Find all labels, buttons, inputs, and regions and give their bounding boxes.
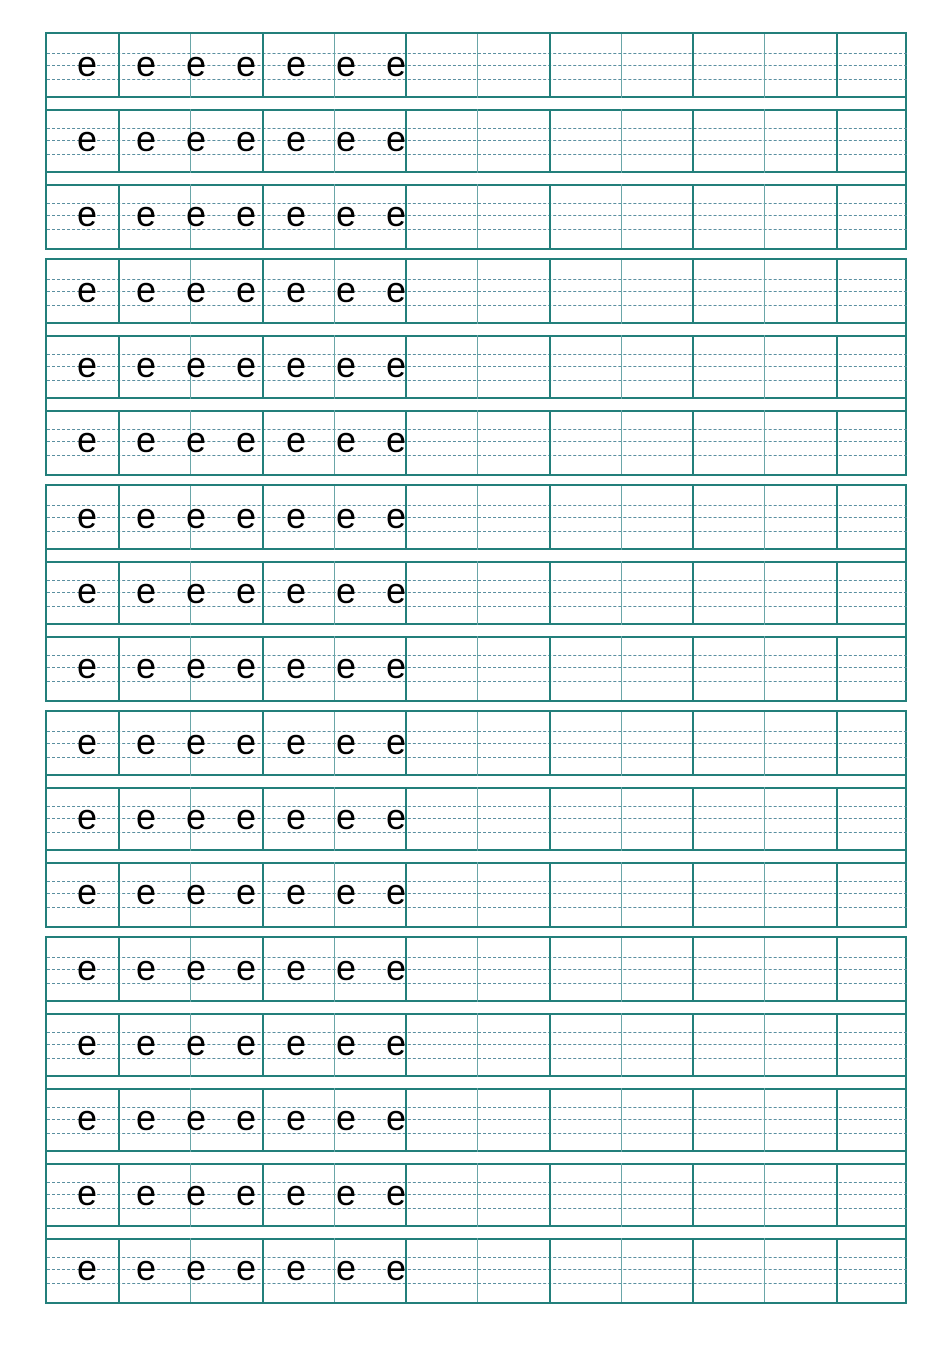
practice-letter: e [285,1247,307,1288]
practice-letter: e [76,1097,98,1138]
column-divider-thin [477,335,478,399]
practice-letter: e [235,118,257,159]
practice-letter: e [185,419,207,460]
practice-letter: e [76,871,98,912]
column-divider [549,938,551,1002]
column-divider [692,410,694,474]
column-divider-thin [621,486,622,550]
column-divider-thin [477,109,478,173]
practice-letter: e [335,1097,357,1138]
column-divider [549,1013,551,1077]
practice-letter: e [335,1247,357,1288]
column-divider-thin [477,1238,478,1302]
column-divider-thin [621,712,622,776]
practice-letter: e [76,645,98,686]
column-divider-thin [477,260,478,324]
column-divider [692,787,694,851]
practice-letter: e [285,1097,307,1138]
column-divider-thin [764,561,765,625]
column-divider-thin [764,1013,765,1077]
practice-letter: e [235,645,257,686]
practice-letter: e [135,570,157,611]
column-divider [692,938,694,1002]
practice-letter: e [335,1172,357,1213]
column-divider [118,862,120,926]
column-divider [549,486,551,550]
practice-row [47,938,907,1002]
practice-letter: e [335,721,357,762]
practice-letter: e [235,1247,257,1288]
practice-letter: e [285,947,307,988]
column-divider [118,787,120,851]
column-divider [118,561,120,625]
practice-row [47,787,907,851]
column-divider [118,636,120,700]
practice-letter: e [185,269,207,310]
column-divider [549,410,551,474]
column-divider [262,636,264,700]
column-divider [549,184,551,248]
practice-letter: e [135,118,157,159]
column-divider-thin [764,938,765,1002]
practice-row [47,34,907,98]
column-divider-thin [764,712,765,776]
practice-letter: e [285,495,307,536]
practice-letter: e [335,419,357,460]
practice-letter: e [385,721,407,762]
column-divider [549,1238,551,1302]
column-divider [692,561,694,625]
practice-letter: e [335,871,357,912]
column-divider [692,1238,694,1302]
column-divider-thin [477,862,478,926]
column-divider [692,1088,694,1152]
practice-letter: e [185,645,207,686]
column-divider [118,184,120,248]
column-divider [836,1088,838,1152]
practice-letter: e [135,344,157,385]
column-divider-thin [477,1088,478,1152]
practice-row [47,410,907,474]
column-divider [692,260,694,324]
column-divider [262,1163,264,1227]
column-divider-thin [764,109,765,173]
column-divider [836,1013,838,1077]
practice-letter: e [285,419,307,460]
column-divider [118,938,120,1002]
practice-letter: e [76,344,98,385]
practice-letter: e [285,570,307,611]
column-divider [836,410,838,474]
practice-letter: e [335,344,357,385]
column-divider-thin [621,938,622,1002]
practice-letter: e [185,344,207,385]
column-divider [836,1238,838,1302]
column-divider-thin [764,410,765,474]
column-divider [549,34,551,98]
practice-letter: e [335,1022,357,1063]
practice-letter: e [135,419,157,460]
column-divider-thin [764,1163,765,1227]
column-divider [549,1088,551,1152]
column-divider [262,787,264,851]
column-divider [262,184,264,248]
practice-letter: e [76,1172,98,1213]
column-divider [836,636,838,700]
column-divider [692,1163,694,1227]
practice-letter: e [385,570,407,611]
column-divider-thin [621,184,622,248]
practice-letter: e [285,344,307,385]
column-divider-thin [764,787,765,851]
column-divider-thin [477,712,478,776]
column-divider [118,1088,120,1152]
practice-letter: e [235,269,257,310]
practice-letter: e [285,193,307,234]
practice-letter: e [135,43,157,84]
column-divider-thin [764,184,765,248]
practice-row [47,1163,907,1227]
column-divider [692,486,694,550]
column-divider [692,109,694,173]
column-divider [692,34,694,98]
practice-letter: e [135,721,157,762]
practice-letter: e [185,43,207,84]
practice-letter: e [235,947,257,988]
column-divider-thin [621,787,622,851]
practice-letter: e [285,118,307,159]
practice-letter: e [335,269,357,310]
column-divider [262,1013,264,1077]
column-divider-thin [477,938,478,1002]
column-divider [836,260,838,324]
practice-letter: e [76,1247,98,1288]
column-divider-thin [477,1163,478,1227]
practice-letter: e [76,796,98,837]
practice-letter: e [235,1097,257,1138]
practice-letter: e [76,947,98,988]
column-divider-thin [477,636,478,700]
practice-letter: e [235,419,257,460]
practice-letter: e [135,796,157,837]
column-divider [549,636,551,700]
column-divider-thin [477,561,478,625]
column-divider [836,787,838,851]
column-divider [118,486,120,550]
practice-letter: e [185,1097,207,1138]
column-divider [118,712,120,776]
practice-letter: e [185,947,207,988]
column-divider [118,1238,120,1302]
practice-letter: e [235,721,257,762]
column-divider [836,1163,838,1227]
practice-letter: e [135,645,157,686]
column-divider [692,862,694,926]
practice-row [47,486,907,550]
practice-letter: e [185,1172,207,1213]
column-divider [262,1088,264,1152]
column-divider [836,486,838,550]
practice-letter: e [385,43,407,84]
practice-letter: e [76,269,98,310]
column-divider [692,184,694,248]
column-divider [549,260,551,324]
practice-letter: e [285,1172,307,1213]
column-divider [262,862,264,926]
practice-letter: e [235,1022,257,1063]
practice-row [47,1088,907,1152]
practice-letter: e [185,871,207,912]
practice-letter: e [76,570,98,611]
practice-letter: e [385,419,407,460]
practice-letter: e [235,344,257,385]
practice-letter: e [385,796,407,837]
column-divider-thin [621,862,622,926]
practice-row [47,561,907,625]
practice-row [47,636,907,700]
practice-letter: e [135,1172,157,1213]
practice-letter: e [285,1022,307,1063]
practice-letter: e [76,495,98,536]
column-divider [549,712,551,776]
practice-row [47,712,907,776]
practice-letter: e [385,495,407,536]
practice-letter: e [385,344,407,385]
practice-letter: e [76,419,98,460]
practice-letter: e [335,796,357,837]
practice-letter: e [285,269,307,310]
column-divider-thin [477,787,478,851]
practice-letter: e [235,871,257,912]
column-divider-thin [477,1013,478,1077]
column-divider-thin [764,335,765,399]
column-divider [118,109,120,173]
practice-letter: e [335,43,357,84]
practice-letter: e [285,43,307,84]
practice-letter: e [285,645,307,686]
practice-letter: e [185,193,207,234]
column-divider [262,260,264,324]
column-divider [692,335,694,399]
practice-letter: e [135,495,157,536]
practice-letter: e [335,495,357,536]
practice-letter: e [76,721,98,762]
column-divider [836,109,838,173]
practice-letter: e [385,193,407,234]
column-divider [692,1013,694,1077]
column-divider [836,862,838,926]
column-divider-thin [621,34,622,98]
practice-letter: e [185,118,207,159]
practice-letter: e [135,1022,157,1063]
practice-letter: e [385,1172,407,1213]
column-divider-thin [621,335,622,399]
column-divider [262,712,264,776]
practice-letter: e [185,721,207,762]
practice-letter: e [285,721,307,762]
practice-letter: e [385,118,407,159]
practice-letter: e [235,1172,257,1213]
column-divider-thin [764,486,765,550]
column-divider-thin [621,260,622,324]
practice-row [47,862,907,926]
column-divider [836,938,838,1002]
column-divider-thin [764,260,765,324]
practice-row [47,335,907,399]
practice-letter: e [335,118,357,159]
column-divider-thin [477,486,478,550]
column-divider [836,335,838,399]
column-divider [836,34,838,98]
practice-letter: e [76,1022,98,1063]
column-divider [836,184,838,248]
practice-letter: e [235,796,257,837]
column-divider [549,109,551,173]
column-divider [262,335,264,399]
practice-letter: e [185,796,207,837]
practice-letter: e [235,570,257,611]
column-divider-thin [764,1088,765,1152]
practice-letter: e [76,193,98,234]
column-divider-thin [764,1238,765,1302]
column-divider [836,561,838,625]
practice-letter: e [335,947,357,988]
practice-letter: e [385,1247,407,1288]
practice-letter: e [185,570,207,611]
practice-letter: e [335,570,357,611]
column-divider [118,1163,120,1227]
column-divider-thin [621,1238,622,1302]
practice-row [47,1013,907,1077]
column-divider-thin [621,1163,622,1227]
practice-letter: e [135,1247,157,1288]
practice-letter: e [385,871,407,912]
column-divider [118,335,120,399]
practice-letter: e [385,645,407,686]
practice-row [47,260,907,324]
column-divider-thin [621,636,622,700]
practice-letter: e [385,947,407,988]
column-divider [549,862,551,926]
column-divider [118,260,120,324]
column-divider [262,109,264,173]
column-divider [692,636,694,700]
practice-letter: e [135,193,157,234]
practice-letter: e [76,118,98,159]
column-divider [549,335,551,399]
column-divider-thin [621,109,622,173]
column-divider [118,34,120,98]
column-divider-thin [477,410,478,474]
practice-letter: e [335,645,357,686]
column-divider-thin [621,1013,622,1077]
column-divider-thin [764,862,765,926]
column-divider [549,787,551,851]
practice-letter: e [185,1247,207,1288]
practice-letter: e [135,871,157,912]
column-divider-thin [764,34,765,98]
column-divider [836,712,838,776]
column-divider-thin [621,561,622,625]
practice-row [47,1238,907,1302]
practice-row [47,184,907,248]
column-divider [549,1163,551,1227]
practice-letter: e [385,1022,407,1063]
practice-letter: e [135,947,157,988]
column-divider-thin [621,1088,622,1152]
practice-letter: e [76,43,98,84]
column-divider-thin [477,184,478,248]
practice-letter: e [385,269,407,310]
practice-letter: e [235,495,257,536]
practice-letter: e [285,796,307,837]
column-divider [549,561,551,625]
column-divider [692,712,694,776]
column-divider [262,410,264,474]
practice-letter: e [185,1022,207,1063]
column-divider [118,1013,120,1077]
practice-letter: e [185,495,207,536]
column-divider [262,1238,264,1302]
practice-letter: e [285,871,307,912]
column-divider [262,34,264,98]
column-divider-thin [621,410,622,474]
practice-letter: e [385,1097,407,1138]
column-divider-thin [477,34,478,98]
practice-letter: e [135,269,157,310]
practice-letter: e [235,193,257,234]
practice-letter: e [235,43,257,84]
practice-letter: e [335,193,357,234]
practice-letter: e [135,1097,157,1138]
column-divider-thin [764,636,765,700]
column-divider [118,410,120,474]
column-divider [262,561,264,625]
practice-row [47,109,907,173]
column-divider [262,938,264,1002]
column-divider [262,486,264,550]
